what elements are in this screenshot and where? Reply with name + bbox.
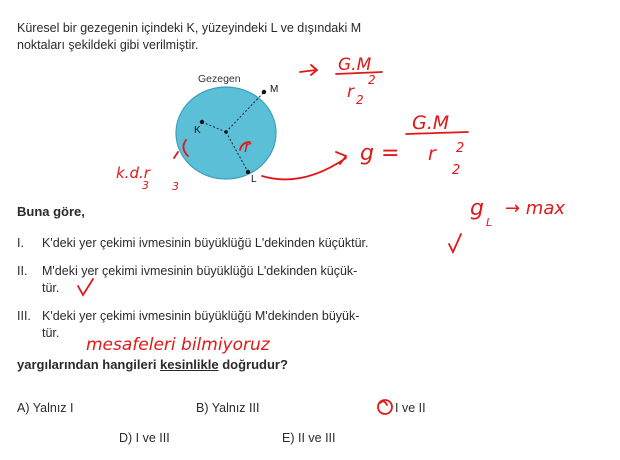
hw-g-sub-l: L [486, 216, 493, 229]
hw-note-distance: mesafeleri bilmiyoruz [86, 335, 270, 355]
hw-g-lhs: g = [360, 141, 400, 166]
statement-3-text-cont: tür. [42, 326, 60, 340]
planet-label: Gezegen [198, 73, 241, 85]
point-l-dot [246, 170, 250, 174]
hw-g-max: → max [505, 198, 566, 219]
hw-g-sub: 2 [452, 163, 461, 178]
option-a[interactable]: A) Yalnız I [17, 401, 74, 415]
hw-m-num: G.M [338, 55, 372, 75]
statement-3-text: K'deki yer çekimi ivmesinin büyüklüğü M'dekinden büyük- [42, 309, 360, 323]
hw-g-den: r [428, 143, 436, 165]
prompt-text: yargılarından hangileri [17, 357, 161, 372]
point-k-dot [200, 120, 204, 124]
hw-g-letter: g [470, 196, 484, 221]
hw-r-label: r [244, 137, 251, 156]
hw-m-den: r [347, 82, 354, 102]
hw-m-sub: 2 [356, 93, 364, 107]
point-m-dot [262, 90, 266, 94]
hw-k-note: k.d.r [116, 164, 150, 182]
statement-1-number: I. [17, 236, 24, 250]
statement-2-number: II. [17, 264, 28, 278]
intro-line-2: noktaları şekildeki gibi verilmiştir. [17, 38, 199, 52]
question-prompt [17, 357, 288, 373]
hw-k-sub: 3 [142, 179, 149, 192]
option-d[interactable]: D) I ve III [119, 431, 170, 445]
hw-m-exp: 2 [368, 73, 376, 87]
statement-2-text: M'deki yer çekimi ivmesinin büyüklüğü L'dekinden küçük- [42, 264, 358, 278]
point-m-label: M [270, 84, 279, 95]
intro-line-1: Küresel bir gezegenin içindeki K, yüzeyindeki L ve dışındaki M [17, 21, 362, 35]
hw-k-sub2: 3 [172, 180, 179, 193]
option-c[interactable]: I ve II [395, 401, 426, 415]
hw-g-num: G.M [412, 112, 450, 134]
statement-3-number: III. [17, 309, 31, 323]
hw-g-exp: 2 [456, 141, 465, 156]
option-b[interactable]: B) Yalnız III [196, 401, 260, 415]
statement-1-text: K'deki yer çekimi ivmesinin büyüklüğü L'dekinden küçüktür. [42, 236, 369, 250]
prompt-emphasis: kesinlikle [160, 357, 219, 372]
point-l-label: L [251, 174, 257, 185]
option-e[interactable]: E) II ve III [282, 431, 336, 445]
question-lead: Buna göre, [17, 204, 85, 219]
statement-2-text-cont: tür. [42, 281, 60, 295]
prompt-text-end: doğrudur? [218, 357, 288, 372]
center-dot [224, 130, 228, 134]
point-k-label: K [194, 125, 201, 136]
